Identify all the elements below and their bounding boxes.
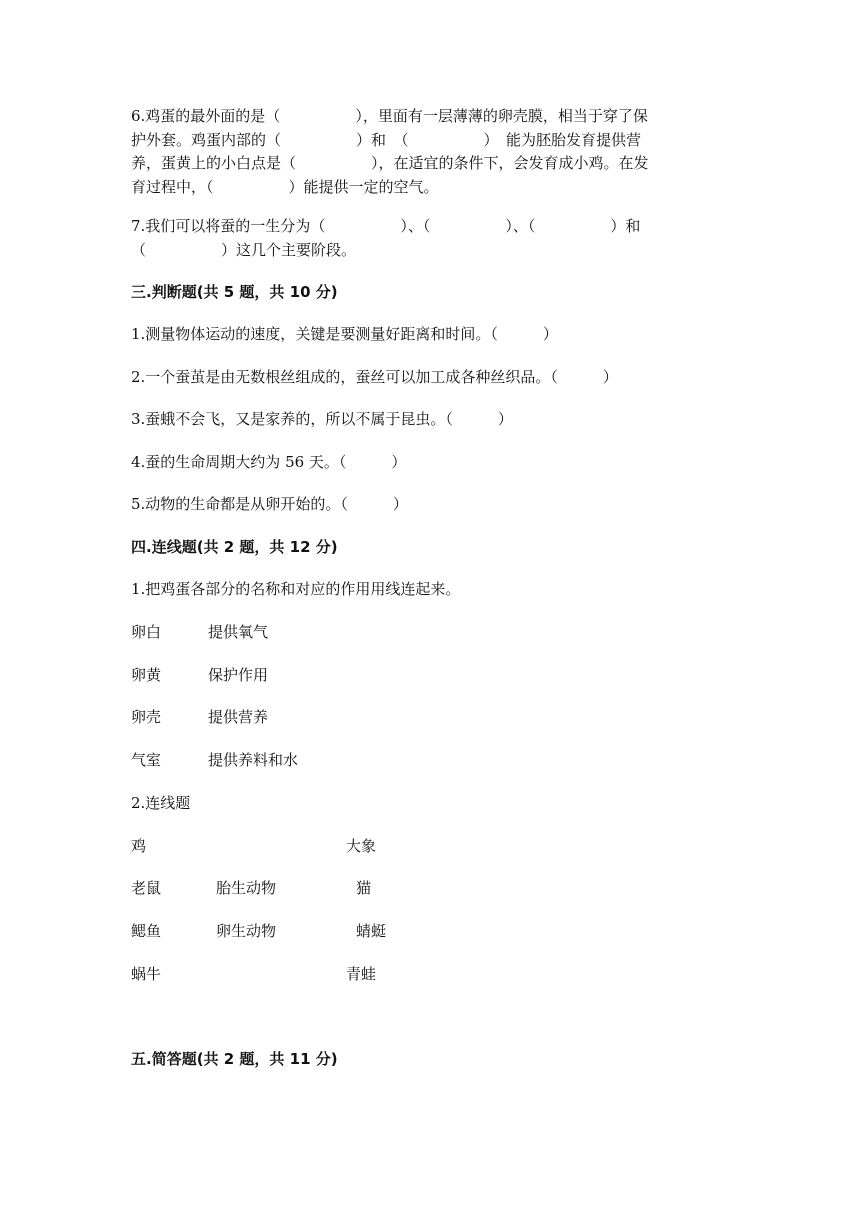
egg-part-label: 卵壳 [131, 708, 162, 726]
match-q1-prompt: 1.把鸡蛋各部分的名称和对应的作用用线连起来。 [131, 580, 461, 598]
animal-right-label: 猫 [356, 879, 372, 897]
animal-left-label: 鸡 [131, 837, 147, 855]
q6-line-1: 6.鸡蛋的最外面的是（ ），里面有一层薄薄的卵壳膜，相当于穿了保 [131, 107, 648, 125]
judge-item-2: 2.一个蚕茧是由无数根丝组成的，蚕丝可以加工成各种丝织品。（ ） [131, 368, 618, 386]
egg-function-label: 保护作用 [208, 666, 269, 684]
q6-line-3: 养，蛋黄上的小白点是（ ），在适宜的条件下，会发育成小鸡。在发 [131, 154, 649, 172]
egg-part-label: 卵黄 [131, 666, 162, 684]
egg-part-label: 卵白 [131, 623, 162, 641]
section3-heading: 三.判断题(共 5 题，共 10 分) [131, 283, 338, 301]
egg-function-label: 提供营养 [208, 708, 269, 726]
category-label: 卵生动物 [216, 922, 277, 940]
animal-left-label: 鳃鱼 [131, 922, 162, 940]
q6-line-2: 护外套。鸡蛋内部的（ ）和 （ ） 能为胚胎发育提供营 [131, 131, 642, 149]
animal-left-label: 蜗牛 [131, 965, 162, 983]
section5-heading: 五.简答题(共 2 题，共 11 分) [131, 1050, 338, 1068]
q7-line-1: 7.我们可以将蚕的一生分为（ ）、（ ）、（ ）和 [131, 217, 641, 235]
animal-right-label: 青蛙 [346, 965, 377, 983]
q7-line-2: （ ）这几个主要阶段。 [131, 241, 357, 259]
section4-heading: 四.连线题(共 2 题，共 12 分) [131, 538, 338, 556]
judge-item-4: 4.蚕的生命周期大约为 56 天。（ ） [131, 453, 407, 471]
judge-item-5: 5.动物的生命都是从卵开始的。（ ） [131, 495, 408, 513]
animal-right-label: 大象 [346, 837, 377, 855]
animal-left-label: 老鼠 [131, 879, 162, 897]
q6-line-4: 育过程中，（ ）能提供一定的空气。 [131, 178, 439, 196]
animal-right-label: 蜻蜓 [356, 922, 387, 940]
egg-part-label: 气室 [131, 751, 162, 769]
egg-function-label: 提供氧气 [208, 623, 269, 641]
judge-item-3: 3.蚕蛾不会飞，又是家养的，所以不属于昆虫。（ ） [131, 410, 513, 428]
match-q2-prompt: 2.连线题 [131, 794, 191, 812]
egg-function-label: 提供养料和水 [208, 751, 299, 769]
category-label: 胎生动物 [216, 879, 277, 897]
judge-item-1: 1.测量物体运动的速度，关键是要测量好距离和时间。（ ） [131, 325, 558, 343]
